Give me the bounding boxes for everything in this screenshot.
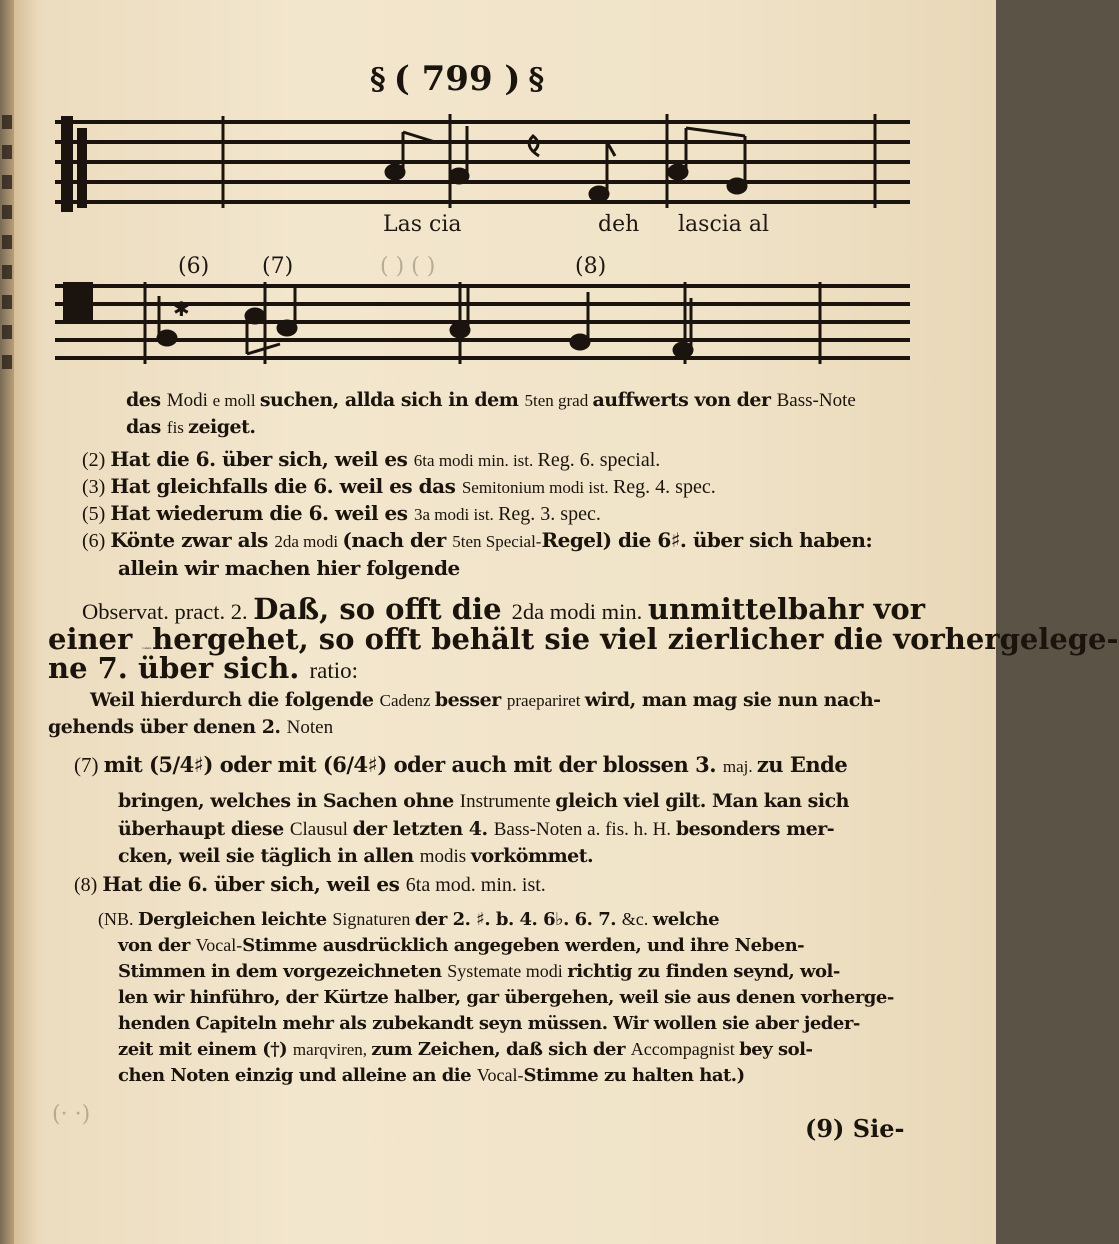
text-span: wird, man mag sie nun nach- (584, 689, 881, 711)
text-span: (6) (82, 530, 111, 552)
text-span: ratio: (309, 658, 359, 683)
text-span: fis (166, 418, 189, 437)
text-line (118, 845, 593, 868)
text-span: chen Noten einzig und alleine an die (118, 1065, 477, 1086)
text-line (90, 689, 881, 711)
text-line (82, 592, 925, 626)
ornament-right-icon: § (528, 61, 545, 97)
text-span: Bass-Note (776, 390, 856, 411)
ornament-left-icon: § (370, 61, 386, 97)
text-span: modis (419, 846, 471, 867)
text-line (74, 752, 847, 778)
text-line (82, 501, 601, 526)
text-line (118, 790, 849, 813)
text-span: Daß, so offt die (253, 592, 512, 626)
text-span: Könte zwar als (110, 528, 275, 552)
text-span: marqviren, (292, 1040, 372, 1059)
bleed-through-figures: ( ) ( ) (380, 254, 436, 279)
text-span: vorkömmet. (470, 845, 594, 867)
text-span: Reg. 4. spec. (612, 476, 716, 498)
text-span: bey sol- (739, 1039, 813, 1060)
text-span: Noten (286, 717, 334, 738)
text-line (98, 909, 719, 930)
text-span: Dergleichen leichte (138, 909, 333, 930)
figure-7: (7) (262, 254, 294, 279)
text-span: 3a modi ist. (414, 505, 499, 524)
text-span: zu Ende (756, 752, 848, 777)
text-span: (2) (82, 449, 111, 471)
text-span: henden Capiteln mehr als zubekandt seyn müssen. Wir wollen sie aber jeder- (118, 1013, 860, 1034)
page-number: ( 799 ) (393, 59, 521, 99)
text-span: richtig zu finden seynd, wol- (567, 961, 840, 982)
text-span: Systemate modi (447, 961, 568, 981)
text-line (118, 987, 894, 1008)
text-span: len wir hinführo, der Kürtze halber, gar übergehen, weil sie aus denen vorherge- (118, 987, 894, 1008)
text-span: besonders mer- (675, 818, 835, 840)
text-span: Reg. 3. spec. (498, 503, 601, 525)
text-span: Cadenz (142, 646, 153, 650)
text-span: (7) (74, 753, 104, 777)
text-line (118, 1013, 860, 1034)
text-span: praepariret (506, 691, 585, 710)
text-span: zeiget. (188, 416, 256, 438)
text-span: maj. (722, 757, 757, 776)
text-span: &c. (621, 909, 653, 929)
text-span: Hat wiederum die 6. weil es (110, 501, 414, 525)
text-span: Signaturen (332, 909, 415, 929)
text-span: gehends über denen 2. (48, 716, 287, 738)
text-span: bringen, welches in Sachen ohne (118, 790, 460, 812)
text-span: Reg. 6. special. (537, 449, 661, 471)
text-span: Hat die 6. über sich, weil es (102, 872, 406, 896)
text-span: ne 7. über sich. (48, 651, 310, 685)
text-span: (nach der (342, 528, 453, 552)
text-span: 5ten Special- (452, 532, 542, 551)
text-span: gleich viel gilt. Man kan sich (555, 790, 849, 812)
text-span: zeit mit einem (†) (118, 1039, 293, 1060)
text-span: suchen, allda sich in dem (259, 389, 525, 411)
text-span: Observat. pract. 2. (82, 599, 254, 624)
text-span: Weil hierdurch die folgende (90, 689, 380, 711)
text-span: e moll (212, 391, 260, 410)
text-span: Vocal- (476, 1065, 524, 1085)
text-line (118, 961, 840, 982)
text-line (118, 935, 804, 956)
text-span: welche (652, 909, 720, 930)
text-line (118, 818, 834, 841)
text-line (74, 872, 546, 897)
text-span: Accompagnist (630, 1039, 740, 1059)
svg-text:✱: ✱ (173, 297, 190, 321)
text-span: 2da modi min. (511, 599, 648, 624)
text-line (82, 528, 872, 553)
text-span: Instrumente (459, 791, 556, 812)
text-span: überhaupt diese (118, 818, 290, 840)
text-line (82, 447, 660, 472)
text-line (126, 389, 856, 412)
text-span: das (126, 416, 167, 438)
text-span: Hat gleichfalls die 6. weil es das (110, 474, 462, 498)
text-line (118, 1065, 745, 1086)
text-line (126, 416, 256, 438)
text-span: allein wir machen hier folgende (118, 556, 460, 580)
text-line (118, 556, 460, 580)
text-line (48, 651, 358, 685)
text-line (48, 716, 333, 739)
text-span: der letzten 4. (352, 818, 494, 840)
catchword: (9) Sie- (805, 1114, 905, 1143)
text-span: Cadenz (379, 691, 435, 710)
text-span: Stimme ausdrücklich angegeben werden, und ihre Neben- (242, 935, 805, 956)
text-span: Clausul (289, 819, 353, 840)
text-span: hergehet, so offt behält sie viel zierlicher die vorhergelege- (152, 622, 1119, 656)
text-span: (NB. (98, 909, 138, 929)
text-span: Hat die 6. über sich, weil es (110, 447, 414, 471)
text-span: besser (434, 689, 507, 711)
text-span: (3) (82, 476, 111, 498)
text-line (82, 474, 716, 499)
text-span: 2da modi (274, 532, 343, 551)
text-span: unmittelbahr vor (647, 592, 926, 626)
text-span: des (126, 389, 167, 411)
text-span: 6ta modi min. ist. (413, 451, 538, 470)
lyric-3: lascia al (678, 212, 770, 237)
text-span: (5) (82, 503, 111, 525)
bleed-through-mark: (· ·) (52, 1102, 91, 1127)
text-span: zum Zeichen, daß sich der (371, 1039, 631, 1060)
text-span: einer (48, 622, 143, 656)
text-span: auffwerts von der (592, 389, 777, 411)
figure-8: (8) (575, 254, 607, 279)
text-span: von der (118, 935, 196, 956)
text-span: Semitonium modi ist. (461, 478, 613, 497)
text-span: Modi (166, 390, 213, 411)
text-span: Vocal- (195, 935, 243, 955)
bass-staff (55, 278, 915, 370)
text-span: (8) (74, 874, 103, 896)
lyric-1: Las cia (383, 212, 462, 237)
lyric-2: deh (598, 212, 640, 237)
figure-6: (6) (178, 254, 210, 279)
text-span: Regel) die 6♯. über sich haben: (541, 528, 873, 552)
text-span: cken, weil sie täglich in allen (118, 845, 420, 867)
text-span: 6ta mod. min. ist. (405, 874, 546, 896)
text-span: Stimmen in dem vorgezeichneten (118, 961, 448, 982)
page-header (370, 55, 600, 103)
vocal-staff (55, 108, 915, 218)
text-span: Bass-Noten a. fis. h. H. (493, 819, 676, 840)
text-span: der 2. ♯. b. 4. 6♭. 6. 7. (414, 909, 622, 930)
page-gutter (0, 0, 14, 1244)
gutter-marks (2, 115, 12, 375)
text-span: mit (5/4♯) oder mit (6/4♯) oder auch mit der blossen 3. (103, 752, 723, 777)
text-span: Stimme zu halten hat.) (523, 1065, 745, 1086)
text-line (118, 1039, 812, 1060)
text-span: 5ten grad (524, 391, 593, 410)
